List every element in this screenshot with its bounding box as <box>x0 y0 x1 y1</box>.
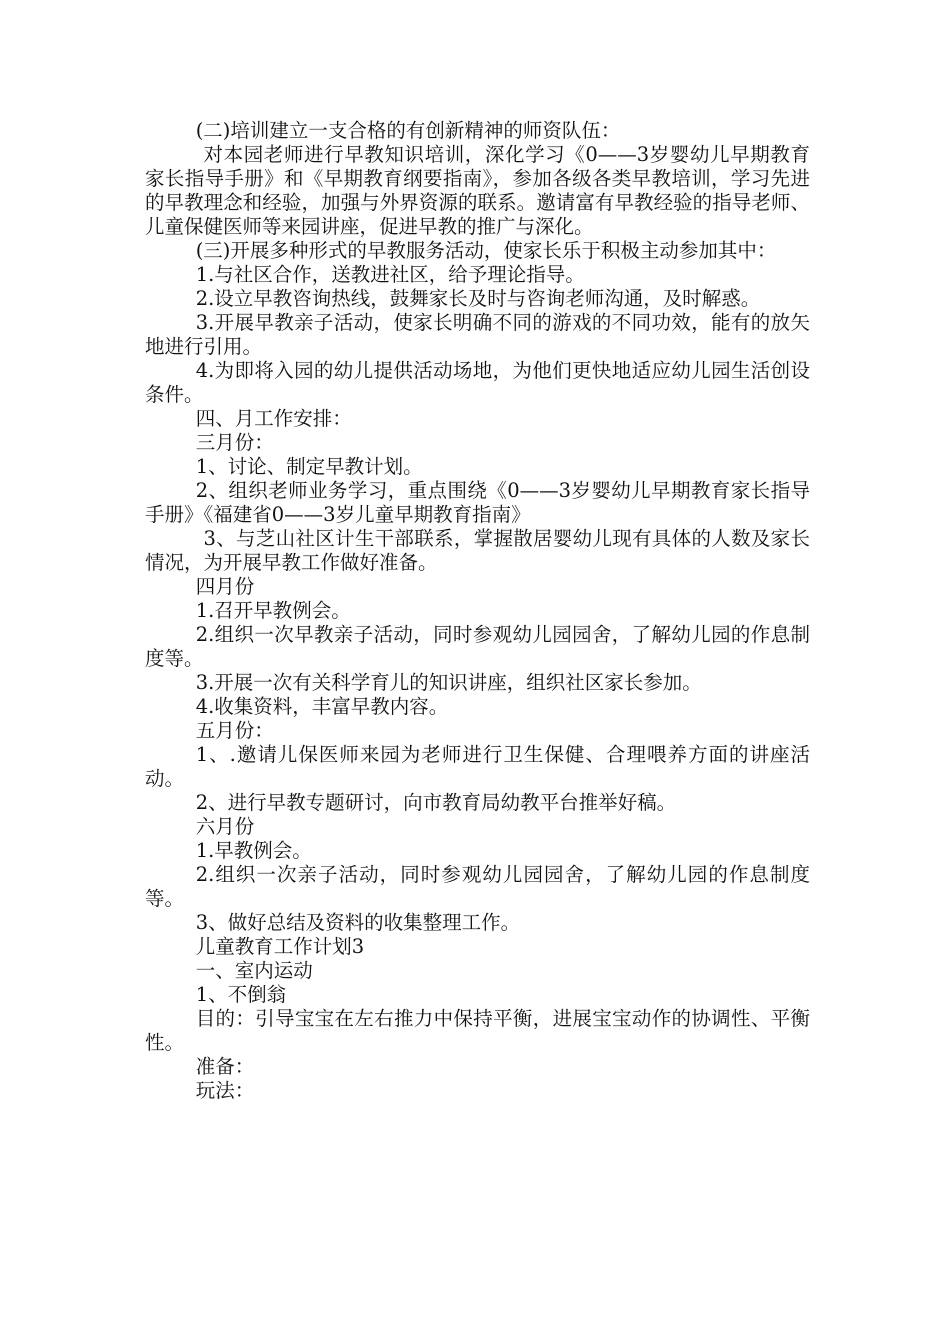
paragraph: 3.开展早教亲子活动，使家长明确不同的游戏的不同功效，能有的放矢地进行引用。 <box>145 311 810 358</box>
plan-title: 儿童教育工作计划3 <box>195 935 365 958</box>
month-heading: 三月份： <box>195 431 274 454</box>
label-line: 玩法： <box>195 1079 255 1102</box>
list-item: 2.组织一次早教亲子活动，同时参观幼儿园园舍，了解幼儿园的作息制度等。 <box>145 623 810 670</box>
paragraph: 4.为即将入园的幼儿提供活动场地，为他们更快地适应幼儿园生活创设条件。 <box>145 359 810 406</box>
list-item: 1.召开早教例会。 <box>195 599 351 622</box>
activity-heading: 1、不倒翁 <box>195 983 287 1006</box>
list-item: 2、进行早教专题研讨，向市教育局幼教平台推举好稿。 <box>195 791 677 814</box>
list-item: 3.开展一次有关科学育儿的知识讲座，组织社区家长参加。 <box>195 671 702 694</box>
list-item: 3、做好总结及资料的收集整理工作。 <box>195 911 521 934</box>
list-item: 1.早教例会。 <box>195 839 312 862</box>
label-line: 准备： <box>195 1055 255 1078</box>
document-body <box>145 119 810 1103</box>
paragraph: 2.设立早教咨询热线，鼓舞家长及时与咨询老师沟通，及时解惑。 <box>195 287 761 310</box>
paragraph: (三)开展多种形式的早教服务活动，使家长乐于积极主动参加其中： <box>195 239 777 262</box>
list-item: 2、组织老师业务学习，重点围绕《0——3岁婴幼儿早期教育家长指导手册》《福建省0——3岁儿童早期教育指南》 <box>145 479 810 526</box>
section-heading: 四、月工作安排： <box>195 407 352 430</box>
month-heading: 五月份： <box>195 719 274 742</box>
paragraph: 目的：引导宝宝在左右推力中保持平衡，进展宝宝动作的协调性、平衡性。 <box>145 1007 810 1054</box>
list-item: 2.组织一次亲子活动，同时参观幼儿园园舍，了解幼儿园的作息制度等。 <box>145 863 810 910</box>
list-item: 1、讨论、制定早教计划。 <box>195 455 423 478</box>
section-heading: 一、室内运动 <box>195 959 313 982</box>
paragraph: 对本园老师进行早教知识培训，深化学习《0——3岁婴幼儿早期教育家长指导手册》和《早期教育纲要指南》，参加各级各类早教培训，学习先进的早教理念和经验，加强与外界资源的联系。邀请富有早教经验的指导老师、儿童保健医师等来园讲座，促进早教的推广与深化。 <box>145 143 810 238</box>
paragraph: 1.与社区合作，送教进社区，给予理论指导。 <box>195 263 585 286</box>
list-item: 3、与芝山社区计生干部联系，掌握散居婴幼儿现有具体的人数及家长情况，为开展早教工作做好准备。 <box>145 527 810 574</box>
list-item: 4.收集资料，丰富早教内容。 <box>195 695 449 718</box>
month-heading: 六月份 <box>195 815 255 838</box>
paragraph: (二)培训建立一支合格的有创新精神的师资队伍： <box>195 119 621 142</box>
month-heading: 四月份 <box>195 575 255 598</box>
list-item: 1、.邀请儿保医师来园为老师进行卫生保健、合理喂养方面的讲座活动。 <box>145 743 810 790</box>
